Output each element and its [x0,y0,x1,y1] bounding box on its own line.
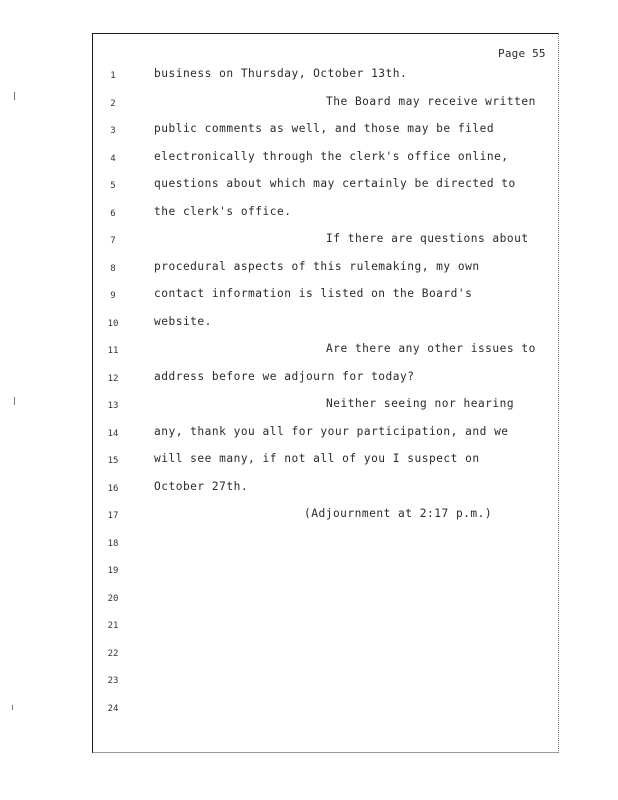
line-text: will see many, if not all of you I suspect on [154,452,480,465]
line-number: 2 [110,99,116,109]
line-text: Neither seeing nor hearing [326,397,515,410]
line-number: 3 [110,126,116,136]
line-number: 14 [107,429,119,439]
line-text: electronically through the clerk's office online, [154,150,509,163]
line-text: questions about which may certainly be directed to [154,177,516,190]
line-number: 15 [107,456,119,466]
line-number: 19 [107,566,119,576]
line-number: 1 [110,71,116,81]
line-number: 23 [107,676,119,686]
line-text: October 27th. [154,480,249,493]
line-number: 8 [110,264,116,274]
line-number: 20 [107,594,119,604]
page-frame-bottom [92,752,558,753]
scan-mark [12,705,13,710]
line-number: 24 [107,704,119,714]
line-number: 18 [107,539,119,549]
line-number: 12 [107,374,119,384]
page-frame-right [558,33,559,753]
scan-mark [14,397,15,405]
line-text: website. [154,315,212,328]
line-number: 22 [107,649,119,659]
page-number: Page 55 [498,47,546,60]
page-frame-top [92,33,558,34]
line-text: procedural aspects of this rulemaking, my own [154,260,480,273]
scan-mark [14,92,15,100]
line-text: Are there any other issues to [326,342,536,355]
line-number: 11 [107,346,119,356]
line-number: 5 [110,181,116,191]
line-number: 16 [107,484,119,494]
line-text: (Adjournment at 2:17 p.m.) [304,507,493,520]
line-number: 7 [110,236,116,246]
line-text: The Board may receive written [326,95,536,108]
line-text: public comments as well, and those may be filed [154,122,495,135]
line-number: 6 [110,209,116,219]
line-number: 4 [110,154,116,164]
line-text: business on Thursday, October 13th. [154,67,408,80]
line-number: 10 [107,319,119,329]
line-text: If there are questions about [326,232,529,245]
line-text: contact information is listed on the Board's [154,287,473,300]
line-text: the clerk's office. [154,205,292,218]
line-text: address before we adjourn for today? [154,370,415,383]
line-number: 9 [110,291,116,301]
line-text: any, thank you all for your participation, and we [154,425,509,438]
line-number: 13 [107,401,119,411]
line-number: 17 [107,511,119,521]
page-frame-left [92,33,93,753]
line-number: 21 [107,621,119,631]
